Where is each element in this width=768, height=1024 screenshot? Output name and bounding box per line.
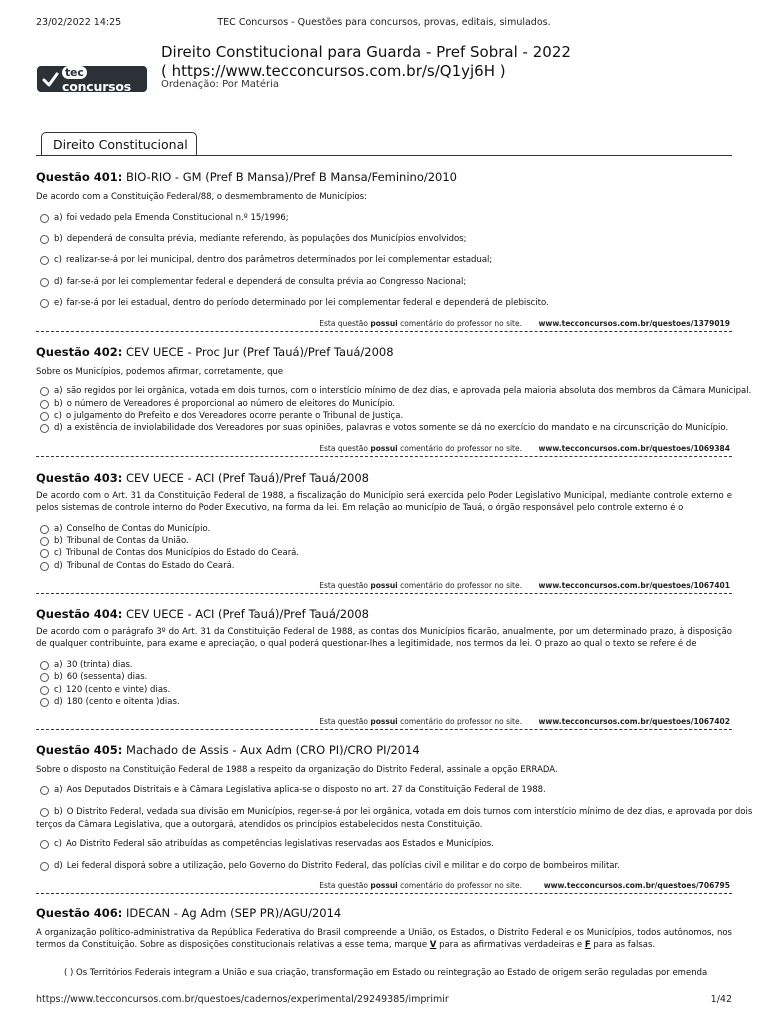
option-a[interactable]: a) Aos Deputados Distritais e à Câmara Legislativa aplica-se o disposto no art. 27 da Constituição Federal de 1988.	[36, 785, 546, 795]
question-link[interactable]: www.tecconcursos.com.br/questoes/1069384	[538, 444, 730, 453]
print-title: TEC Concursos - Questões para concursos, provas, editais, simulados.	[217, 17, 551, 28]
question-footer	[36, 717, 732, 727]
comment-note: Esta questão possui comentário do professor no site.	[319, 881, 522, 890]
option-b[interactable]: b) dependerá de consulta prévia, mediante referendo, às populações dos Municípios envolvidos;	[36, 234, 466, 244]
question-header: Questão 406: IDECAN - Ag Adm (SEP PR)/AGU/2014	[36, 906, 342, 920]
question-statement: A organização político-administrativa da República Federativa do Brasil compreende a União, os Estados, o Distrito Federal e os Municípios, todos autônomos, nos termos da Constituição. Sobre as disposições constitucionais relativas a esse tema, marque V para as afirmativas verdadeiras e F para as falsas.	[36, 928, 732, 950]
subject-divider	[36, 155, 732, 156]
radio-button[interactable]	[40, 862, 49, 871]
radio-button[interactable]	[40, 686, 49, 695]
option-c[interactable]: c) Tribunal de Contas dos Municípios do Estado do Ceará.	[36, 548, 299, 558]
question-402	[36, 345, 752, 453]
print-header	[36, 17, 732, 29]
comment-note: Esta questão possui comentário do professor no site.	[319, 717, 522, 726]
option-a[interactable]: a) 30 (trinta) dias.	[36, 660, 133, 670]
question-header: Questão 402: CEV UECE - Proc Jur (Pref Tauá)/Pref Tauá/2008	[36, 345, 394, 359]
radio-button[interactable]	[40, 786, 49, 795]
radio-button[interactable]	[40, 537, 49, 546]
option-d[interactable]: d) Lei federal disporá sobre a utilização, pelo Governo do Distrito Federal, das polícias civil e militar e do corpo de bombeiros militar.	[36, 861, 620, 871]
question-401	[36, 170, 732, 328]
print-url: https://www.tecconcursos.com.br/questoes/cadernos/experimental/29249385/imprimir	[36, 994, 449, 1005]
radio-button[interactable]	[40, 525, 49, 534]
comment-note: Esta questão possui comentário do professor no site.	[319, 319, 522, 328]
tec-concursos-logo	[37, 66, 147, 92]
question-separator	[36, 893, 732, 894]
question-footer	[36, 444, 732, 454]
radio-button[interactable]	[40, 698, 49, 707]
option-c[interactable]: c) o julgamento do Prefeito e dos Vereadores ocorre perante o Tribunal de Justiça.	[36, 411, 403, 421]
question-statement: De acordo com a Constituição Federal/88, o desmembramento de Municípios:	[36, 192, 367, 202]
question-footer	[36, 881, 732, 891]
radio-button[interactable]	[40, 549, 49, 558]
option-c[interactable]: c) Ao Distrito Federal são atribuídas as competências legislativas reservadas aos Estados e Municípios.	[36, 839, 494, 849]
option-a[interactable]: a) são regidos por lei orgânica, votada em dois turnos, com o interstício mínimo de dez dias, e aprovada pela maioria absoluta dos membros da Câmara Municipal.	[36, 386, 751, 396]
radio-button[interactable]	[40, 278, 49, 287]
question-404	[36, 607, 732, 726]
radio-button[interactable]	[40, 840, 49, 849]
question-separator	[36, 593, 732, 594]
checkmark-icon	[42, 71, 59, 88]
radio-button[interactable]	[40, 808, 49, 817]
option-a[interactable]: a) Conselho de Contas do Município.	[36, 524, 210, 534]
option-e[interactable]: e) far-se-á por lei estadual, dentro do período determinado por lei complementar federal e dependerá de plebiscito.	[36, 298, 549, 308]
radio-button[interactable]	[40, 214, 49, 223]
radio-button[interactable]	[40, 424, 49, 433]
option-c[interactable]: c) realizar-se-á por lei municipal, dentro dos parâmetros determinados por lei complementar estadual;	[36, 255, 492, 265]
question-link[interactable]: www.tecconcursos.com.br/questoes/1067402	[538, 717, 730, 726]
radio-button[interactable]	[40, 299, 49, 308]
print-footer	[36, 994, 732, 1006]
radio-button[interactable]	[40, 562, 49, 571]
question-header: Questão 405: Machado de Assis - Aux Adm (CRO PI)/CRO PI/2014	[36, 743, 420, 757]
question-separator	[36, 456, 732, 457]
radio-button[interactable]	[40, 256, 49, 265]
page-number: 1/42	[710, 994, 732, 1005]
radio-button[interactable]	[40, 661, 49, 670]
option-b[interactable]: b) O Distrito Federal, vedada sua divisão em Municípios, reger-se-á por lei orgânica, votada em dois turnos com interstício mínimo de dez dias, e aprovada por dois	[36, 807, 752, 817]
question-separator	[36, 729, 732, 730]
option-d[interactable]: d) a existência de inviolabilidade dos Vereadores por suas opiniões, palavras e votos somente se dá no exercício do mandato e na circunscrição do Município.	[36, 423, 728, 433]
document-title: Direito Constitucional para Guarda - Pref Sobral - 2022 ( https://www.tecconcursos.com.br/s/Q1yj6H )	[161, 43, 571, 80]
radio-button[interactable]	[40, 412, 49, 421]
comment-note: Esta questão possui comentário do professor no site.	[319, 444, 522, 453]
statement-item: ( ) Os Territórios Federais integram a União e sua criação, transformação em Estado ou reintegração ao Estado de origem serão reguladas por emenda	[64, 968, 708, 978]
question-link[interactable]: www.tecconcursos.com.br/questoes/706795	[543, 881, 730, 890]
question-406	[36, 906, 732, 978]
comment-note: Esta questão possui comentário do professor no site.	[319, 581, 522, 590]
option-c[interactable]: c) 120 (cento e vinte) dias.	[36, 685, 170, 695]
question-statement: De acordo com o Art. 31 da Constituição Federal de 1988, a fiscalização do Município será exercida pelo Poder Legislativo Municipal, mediante controle externo e pelos sistemas de controle interno do Poder Executivo, na forma da lei. Em relação ao município de Tauá, o órgão responsável pelo controle externo é o	[36, 491, 732, 513]
question-separator	[36, 331, 732, 332]
document-order: Ordenação: Por Matéria	[161, 79, 279, 90]
option-a[interactable]: a) foi vedado pela Emenda Constitucional n.º 15/1996;	[36, 213, 289, 223]
option-b[interactable]: b) Tribunal de Contas da União.	[36, 536, 189, 546]
radio-button[interactable]	[40, 235, 49, 244]
question-403	[36, 471, 732, 590]
question-header: Questão 404: CEV UECE - ACI (Pref Tauá)/Pref Tauá/2008	[36, 607, 370, 621]
subject-tab: Direito Constitucional	[41, 132, 197, 156]
question-link[interactable]: www.tecconcursos.com.br/questoes/1379019	[538, 319, 730, 328]
question-header: Questão 401: BIO-RIO - GM (Pref B Mansa)/Pref B Mansa/Feminino/2010	[36, 170, 458, 184]
print-date: 23/02/2022 14:25	[36, 17, 122, 28]
option-b[interactable]: b) o número de Vereadores é proporcional ao número de eleitores do Município.	[36, 399, 395, 409]
question-footer	[36, 319, 732, 329]
question-footer	[36, 581, 732, 591]
logo-wordmark: tecconcursos	[62, 66, 132, 94]
radio-button[interactable]	[40, 400, 49, 409]
radio-button[interactable]	[40, 387, 49, 396]
question-link[interactable]: www.tecconcursos.com.br/questoes/1067401	[538, 581, 730, 590]
option-b-continuation: terços da Câmara Legislativa, que a outorgará, atendidos os princípios estabelecidos nesta Constituição.	[36, 820, 483, 830]
question-statement: De acordo com o parágrafo 3º do Art. 31 da Constituição Federal de 1988, as contas dos Municípios ficarão, anualmente, por um determinado prazo, à disposição de qualquer contribuinte, para exame e apreciação, o qual poderá questionar-lhes a legitimidade, nos termos da lei. O prazo ao qual o texto se refere é de	[36, 627, 732, 649]
option-d[interactable]: d) Tribunal de Contas do Estado do Ceará.	[36, 561, 235, 571]
option-d[interactable]: d) far-se-á por lei complementar federal e dependerá de consulta prévia ao Congresso Nacional;	[36, 277, 466, 287]
question-statement: Sobre os Municípios, podemos afirmar, corretamente, que	[36, 367, 284, 377]
option-d[interactable]: d) 180 (cento e oitenta )dias.	[36, 697, 180, 707]
radio-button[interactable]	[40, 673, 49, 682]
question-statement: Sobre o disposto na Constituição Federal de 1988 a respeito da organização do Distrito Federal, assinale a opção ERRADA.	[36, 765, 558, 775]
option-b[interactable]: b) 60 (sessenta) dias.	[36, 672, 147, 682]
question-header: Questão 403: CEV UECE - ACI (Pref Tauá)/Pref Tauá/2008	[36, 471, 370, 485]
question-405	[36, 743, 753, 890]
